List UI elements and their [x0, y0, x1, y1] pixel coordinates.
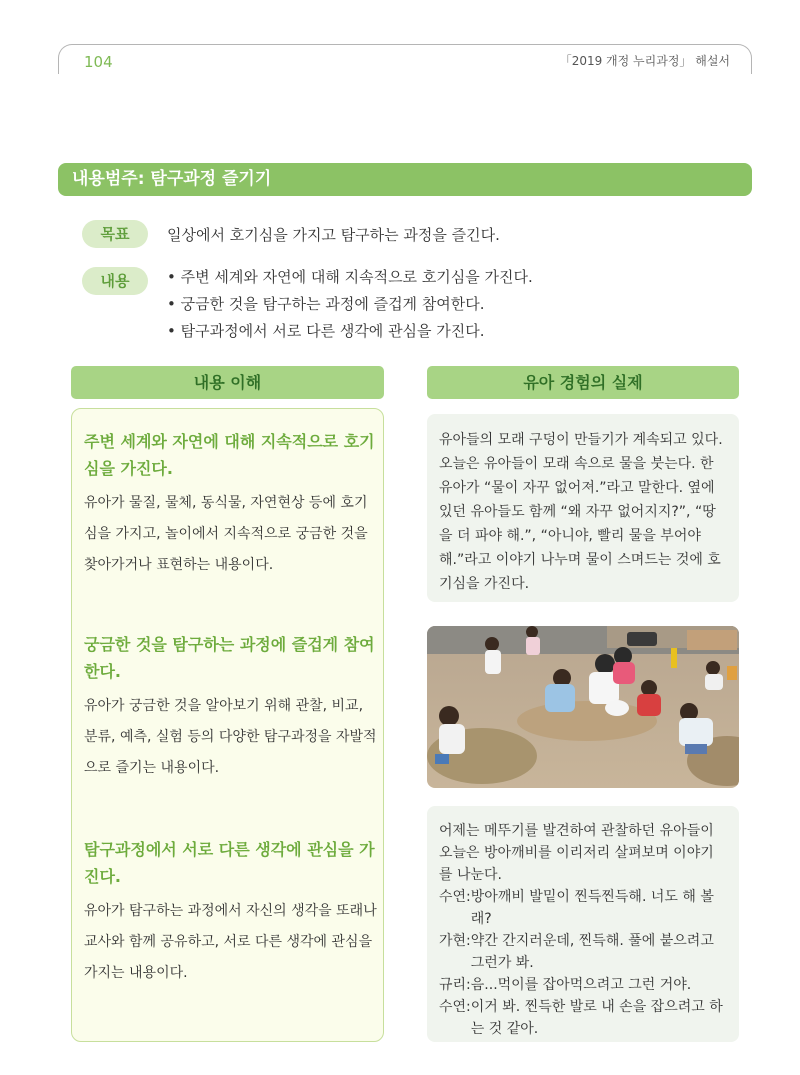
dialogue-line [439, 996, 727, 1040]
dialogue-speech: 약간 간지러운데, 찐득해. 풀에 붙으려고 그런가 봐. [470, 933, 714, 971]
sandbox-photo [427, 626, 739, 788]
book-title: 「2019 개정 누리과정」 해설서 [559, 54, 730, 68]
dialogue-line [439, 974, 727, 996]
experience-intro: 어제는 메뚜기를 발견하여 관찰하던 유아들이 오늘은 방아깨비를 이리저리 살펴보며 이야기를 나눈다. [439, 823, 714, 883]
content-item: • 주변 세계와 자연에 대해 지속적으로 호기심을 가진다. [167, 264, 533, 291]
dialogue [427, 886, 739, 1040]
content-list [167, 264, 533, 345]
experience-text: 유아들의 모래 구덩이 만들기가 계속되고 있다. 오늘은 유아들이 모래 속으로 물을 붓는다. 한 유아가 “물이 자꾸 없어져.”라고 말한다. 옆에 있던 유아들도 함께 “왜 자꾸 없어지지?”, “땅을 더 파야 해.”, “아니야, 빨리 물을 부어야 해.”라고 이야기 나누며 물이 스며드는 것에 호기심을 가진다. [439, 432, 723, 592]
content-item: • 탐구과정에서 서로 다른 생각에 관심을 가진다. [167, 318, 533, 345]
understanding-topic-1 [84, 428, 380, 581]
understanding-header: 내용 이해 [71, 366, 384, 399]
understanding-topic-2 [84, 631, 380, 784]
page-number: 104 [84, 53, 113, 71]
understanding-topic-3 [84, 836, 380, 989]
content-label: 내용 [82, 267, 148, 295]
topic-body: 유아가 궁금한 것을 알아보기 위해 관찰, 비교, 분류, 예측, 실험 등의 다양한 탐구과정을 자발적으로 즐기는 내용이다. [84, 698, 377, 776]
dialogue-speaker: 수연: [439, 999, 471, 1015]
dialogue-speaker: 가현: [439, 933, 471, 949]
dialogue-speech: 음...먹이를 잡아먹으려고 그런 거야. [470, 977, 692, 993]
topic-title: 궁금한 것을 탐구하는 과정에 즐겁게 참여한다. [84, 635, 375, 681]
dialogue-speech: 방아깨비 발밑이 찐득찐득해. 너도 해 볼래? [470, 889, 714, 927]
content-item: • 궁금한 것을 탐구하는 과정에 즐겁게 참여한다. [167, 291, 533, 318]
children-playing-sand-image [427, 626, 739, 788]
experience-header: 유아 경험의 실제 [427, 366, 739, 399]
topic-body: 유아가 탐구하는 과정에서 자신의 생각을 또래나 교사와 함께 공유하고, 서로 다른 생각에 관심을 가지는 내용이다. [84, 903, 377, 981]
topic-title: 탐구과정에서 서로 다른 생각에 관심을 가진다. [84, 840, 375, 886]
topic-body: 유아가 물질, 물체, 동식물, 자연현상 등에 호기심을 가지고, 놀이에서 지속적으로 궁금한 것을 찾아가거나 표현하는 내용이다. [84, 495, 368, 573]
experience-box-1 [427, 414, 739, 602]
dialogue-speaker: 수연: [439, 889, 471, 905]
dialogue-speech: 이거 봐. 찐득한 발로 내 손을 잡으려고 하는 것 같아. [470, 999, 723, 1037]
experience-box-2 [427, 806, 739, 1042]
goal-text: 일상에서 호기심을 가지고 탐구하는 과정을 즐긴다. [167, 226, 500, 244]
topic-title: 주변 세계와 자연에 대해 지속적으로 호기심을 가진다. [84, 432, 375, 478]
section-banner: 내용범주: 탐구과정 즐기기 [58, 163, 752, 196]
goal-label: 목표 [82, 220, 148, 248]
dialogue-line [439, 886, 727, 930]
dialogue-speaker: 규리: [439, 977, 471, 993]
dialogue-line [439, 930, 727, 974]
